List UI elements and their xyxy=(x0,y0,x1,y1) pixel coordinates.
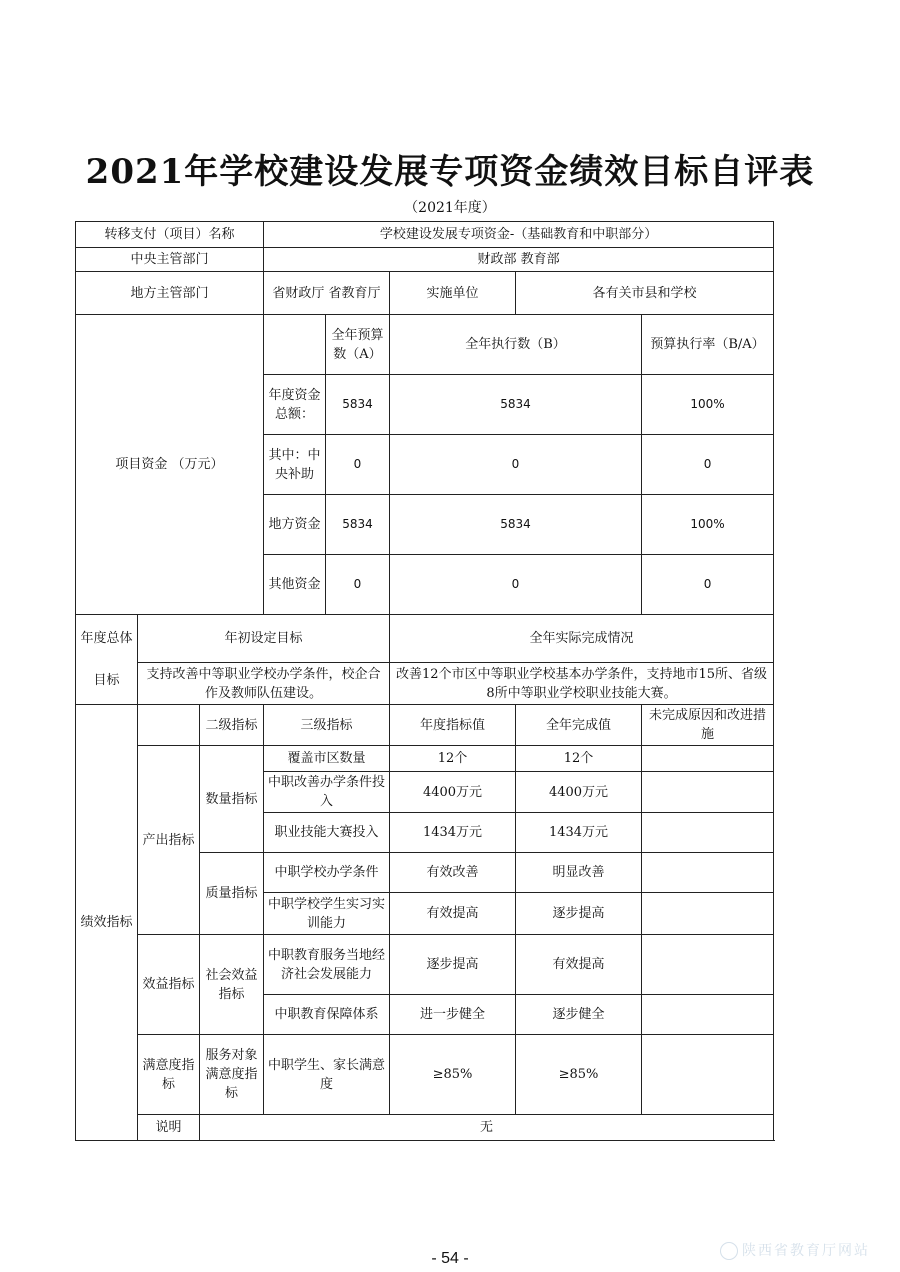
goals-col-actual: 全年实际完成情况 xyxy=(390,615,774,663)
indicator-reason xyxy=(642,853,774,893)
indicator-target: 逐步提高 xyxy=(390,935,516,995)
funds-row-name: 地方资金 xyxy=(264,495,326,555)
funds-corner-cell xyxy=(264,315,326,375)
indicator-reason xyxy=(642,746,774,772)
indicator-target: 4400万元 xyxy=(390,772,516,813)
quantity-label: 数量指标 xyxy=(200,746,264,853)
goals-col-set: 年初设定目标 xyxy=(138,615,390,663)
indicator-actual: 有效提高 xyxy=(516,935,642,995)
funds-row-budget: 5834 xyxy=(326,495,390,555)
quality-label: 质量指标 xyxy=(200,853,264,935)
indicator-reason xyxy=(642,1035,774,1115)
funds-label: 项目资金 （万元） xyxy=(76,315,264,615)
indicator-name: 中职教育服务当地经济社会发展能力 xyxy=(264,935,390,995)
indicator-reason xyxy=(642,893,774,935)
impl-unit-value: 各有关市县和学校 xyxy=(516,272,774,315)
goals-label-bottom: 目标 xyxy=(93,672,120,688)
funds-row-rate: 100% xyxy=(642,495,774,555)
year-subtitle: （2021年度） xyxy=(404,200,496,216)
indicator-actual: 12个 xyxy=(516,746,642,772)
funds-col-rate: 预算执行率（B/A） xyxy=(642,315,774,375)
indicator-target: 有效改善 xyxy=(390,853,516,893)
local-dept-value: 省财政厅 省教育厅 xyxy=(264,272,390,315)
funds-row-budget: 0 xyxy=(326,435,390,495)
performance-header-row xyxy=(76,705,774,746)
performance-header-blank xyxy=(138,705,200,746)
page-title: 2021年学校建设发展专项资金绩效目标自评表 xyxy=(85,152,815,192)
central-dept-value: 财政部 教育部 xyxy=(264,248,774,272)
satisfaction-label: 满意度指标 xyxy=(138,1035,200,1115)
performance-col-level2: 二级指标 xyxy=(200,705,264,746)
performance-label: 绩效指标 xyxy=(76,705,138,1141)
funds-row-rate: 0 xyxy=(642,435,774,495)
funds-row-budget: 0 xyxy=(326,555,390,615)
performance-col-actual: 全年完成值 xyxy=(516,705,642,746)
funds-row-exec: 5834 xyxy=(390,495,642,555)
indicator-target: 有效提高 xyxy=(390,893,516,935)
funds-row-exec: 0 xyxy=(390,435,642,495)
funds-row-name: 年度资金总额： xyxy=(264,375,326,435)
funds-row-rate: 100% xyxy=(642,375,774,435)
indicator-name: 职业技能大赛投入 xyxy=(264,813,390,853)
page-number: - 54 - xyxy=(431,1250,469,1267)
goals-content-row xyxy=(76,663,774,705)
goals-label xyxy=(76,615,138,705)
evaluation-table xyxy=(75,221,774,1141)
indicator-target: 进一步健全 xyxy=(390,995,516,1035)
central-dept-label: 中央主管部门 xyxy=(76,248,264,272)
benefit-label: 效益指标 xyxy=(138,935,200,1035)
site-watermark xyxy=(720,1240,870,1260)
indicator-actual: 4400万元 xyxy=(516,772,642,813)
service-label: 服务对象满意度指标 xyxy=(200,1035,264,1115)
indicator-name: 中职学校办学条件 xyxy=(264,853,390,893)
watermark-logo-icon xyxy=(720,1242,738,1260)
indicator-row xyxy=(76,1035,774,1115)
watermark-text: 陕西省教育厅网站 xyxy=(742,1243,870,1259)
goals-label-top: 年度总体 xyxy=(80,630,133,646)
goals-header-row xyxy=(76,615,774,663)
indicator-reason xyxy=(642,813,774,853)
indicator-reason xyxy=(642,935,774,995)
social-label: 社会效益指标 xyxy=(200,935,264,1035)
goals-actual-text: 改善12个市区中等职业学校基本办学条件，支持地市15所、省级8所中等职业学校职业技能大赛。 xyxy=(390,663,774,705)
indicator-actual: 1434万元 xyxy=(516,813,642,853)
note-value: 无 xyxy=(200,1115,774,1141)
project-name-value: 学校建设发展专项资金-（基础教育和中职部分） xyxy=(264,222,774,248)
funds-col-exec: 全年执行数（B） xyxy=(390,315,642,375)
local-dept-row xyxy=(76,272,774,315)
output-label: 产出指标 xyxy=(138,746,200,935)
indicator-target: 1434万元 xyxy=(390,813,516,853)
local-dept-label: 地方主管部门 xyxy=(76,272,264,315)
goals-set-text: 支持改善中等职业学校办学条件，校企合作及教师队伍建设。 xyxy=(138,663,390,705)
indicator-target: 12个 xyxy=(390,746,516,772)
performance-col-level3: 三级指标 xyxy=(264,705,390,746)
funds-row-budget: 5834 xyxy=(326,375,390,435)
funds-row-exec: 0 xyxy=(390,555,642,615)
indicator-target: ≥85% xyxy=(390,1035,516,1115)
funds-row-name: 其他资金 xyxy=(264,555,326,615)
note-label: 说明 xyxy=(138,1115,200,1141)
funds-col-budget: 全年预算数（A） xyxy=(326,315,390,375)
note-row xyxy=(76,1115,774,1141)
performance-col-reason: 未完成原因和改进措施 xyxy=(642,705,774,746)
indicator-row xyxy=(76,746,774,772)
funds-row-exec: 5834 xyxy=(390,375,642,435)
indicator-name: 中职学校学生实习实训能力 xyxy=(264,893,390,935)
indicator-row xyxy=(76,935,774,995)
performance-col-target: 年度指标值 xyxy=(390,705,516,746)
impl-unit-label: 实施单位 xyxy=(390,272,516,315)
indicator-reason xyxy=(642,772,774,813)
project-name-label: 转移支付（项目）名称 xyxy=(76,222,264,248)
indicator-name: 中职改善办学条件投入 xyxy=(264,772,390,813)
funds-row-name: 其中：中央补助 xyxy=(264,435,326,495)
indicator-actual: 逐步提高 xyxy=(516,893,642,935)
indicator-name: 中职教育保障体系 xyxy=(264,995,390,1035)
funds-header-row xyxy=(76,315,774,375)
indicator-reason xyxy=(642,995,774,1035)
indicator-name: 中职学生、家长满意度 xyxy=(264,1035,390,1115)
project-name-row xyxy=(76,222,774,248)
indicator-actual: 逐步健全 xyxy=(516,995,642,1035)
central-dept-row xyxy=(76,248,774,272)
indicator-actual: ≥85% xyxy=(516,1035,642,1115)
indicator-name: 覆盖市区数量 xyxy=(264,746,390,772)
funds-row-rate: 0 xyxy=(642,555,774,615)
indicator-actual: 明显改善 xyxy=(516,853,642,893)
